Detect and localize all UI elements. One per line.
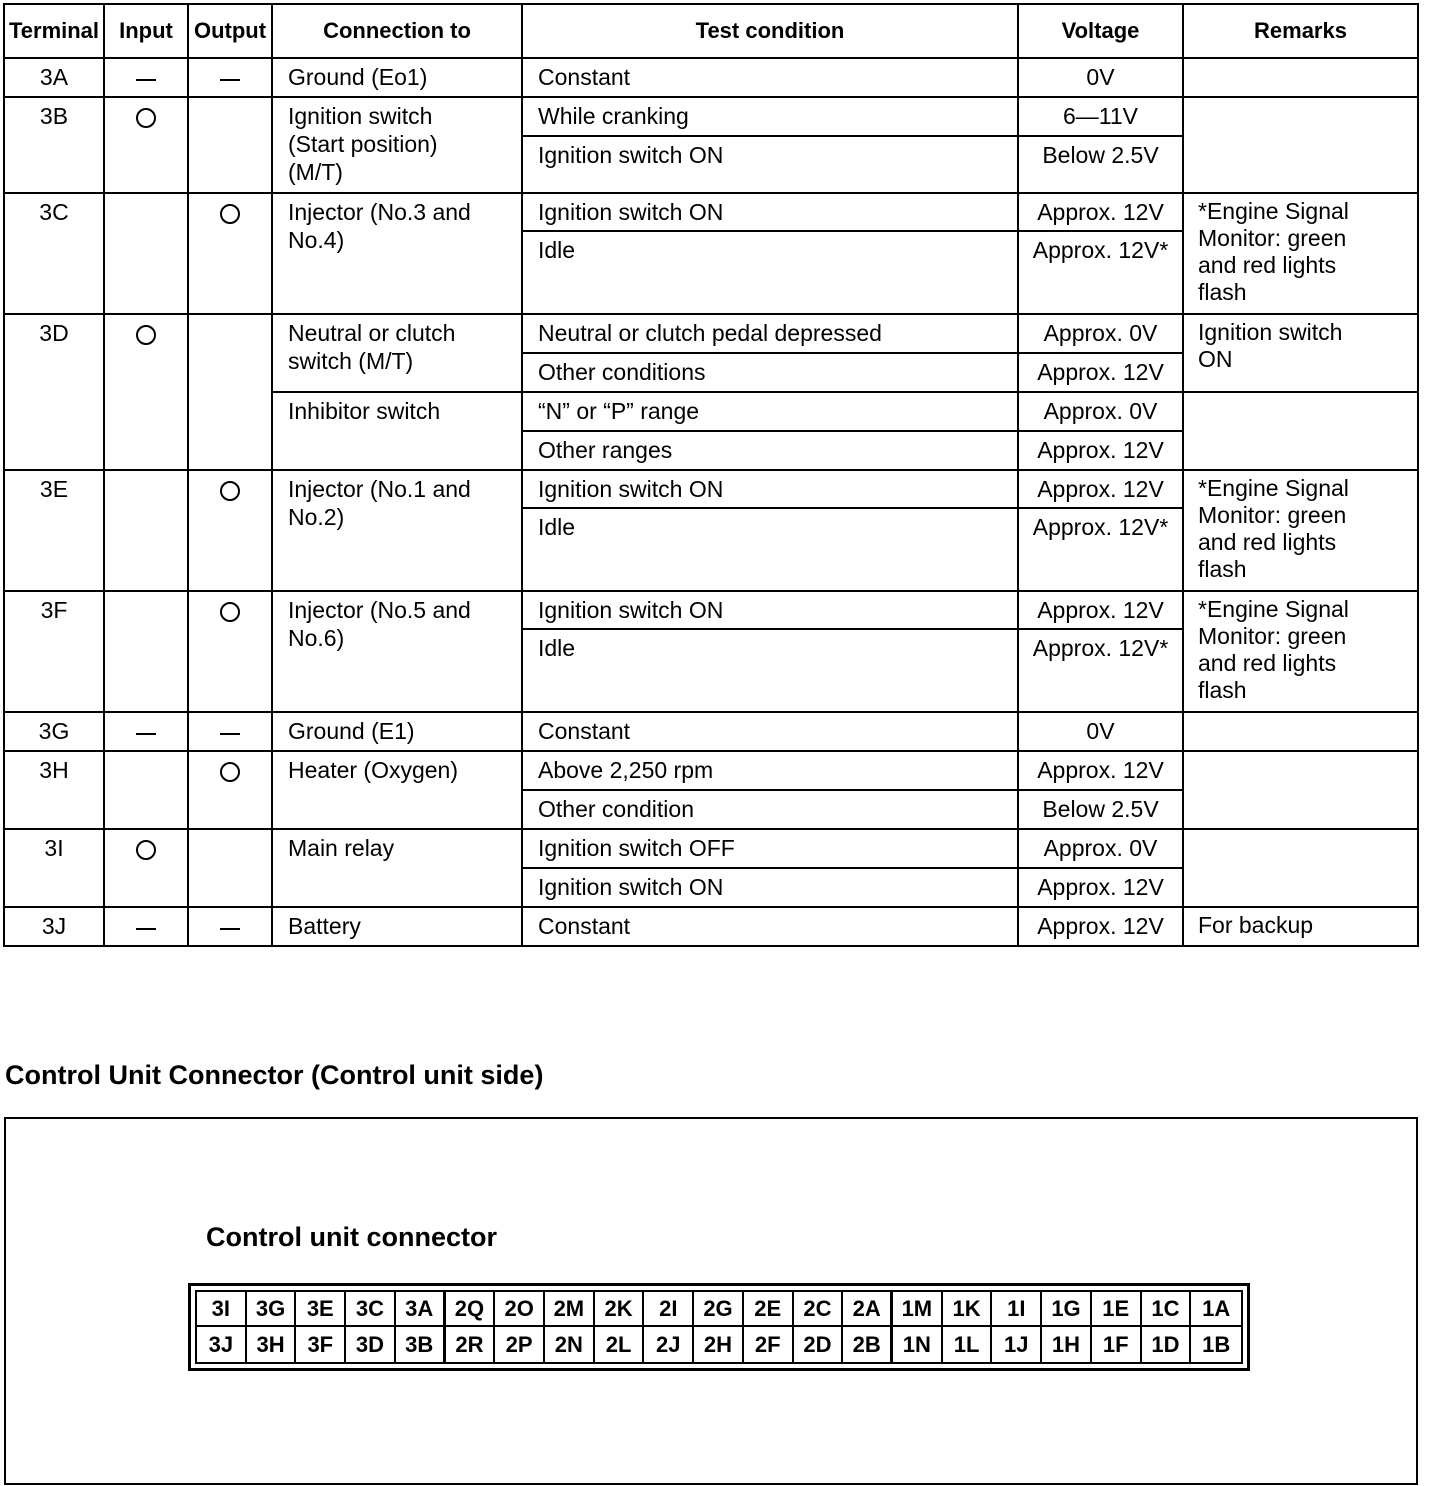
connection-to: Heater (Oxygen) (288, 757, 459, 783)
terminal-id: 3D (39, 320, 69, 346)
table-row (4, 193, 1418, 231)
connector-diagram (188, 1283, 1250, 1371)
input-mark-icon (136, 325, 156, 345)
output-mark-icon (220, 762, 240, 782)
test-condition: Idle (538, 635, 576, 661)
test-condition: Idle (538, 237, 576, 263)
voltage: Below 2.5V (1042, 142, 1159, 168)
connector-pin: 1M (893, 1292, 943, 1327)
output-mark-icon (220, 481, 240, 501)
header-remarks: Remarks (1183, 4, 1418, 58)
connector-pin: 1G (1042, 1292, 1092, 1327)
connection-to: Ground (E1) (288, 718, 415, 744)
connector-pin-grid (195, 1290, 1243, 1364)
header-voltage: Voltage (1018, 4, 1183, 58)
connector-pin: 3H (247, 1327, 297, 1362)
voltage: Approx. 0V (1043, 398, 1158, 424)
connector-pin: 2K (595, 1292, 645, 1327)
test-condition: “N” or “P” range (538, 398, 700, 424)
connection-to: Main relay (288, 835, 395, 861)
connector-pin: 3F (296, 1327, 346, 1362)
connector-pin: 3A (396, 1292, 446, 1327)
connection-to: Injector (No.3 and No.4) (288, 199, 471, 253)
header-connection: Connection to (272, 4, 522, 58)
connector-pin: 3G (247, 1292, 297, 1327)
test-condition: Other condition (538, 796, 694, 822)
connection-to: Injector (No.5 and No.6) (288, 597, 471, 651)
connector-pin: 3J (197, 1327, 247, 1362)
terminal-id: 3H (39, 757, 69, 783)
header-input: Input (104, 4, 188, 58)
table-row (4, 97, 1418, 136)
voltage: 6—11V (1062, 103, 1138, 129)
none-mark (220, 79, 240, 81)
connector-pin: 1E (1092, 1292, 1142, 1327)
connector-pin: 2A (843, 1292, 893, 1327)
test-condition: While cranking (538, 103, 689, 129)
connector-pin: 1N (893, 1327, 943, 1362)
connection-to: Ground (Eo1) (288, 64, 428, 90)
connector-pin: 2H (694, 1327, 744, 1362)
voltage: Approx. 12V (1037, 913, 1164, 939)
terminal-id: 3E (39, 476, 69, 502)
connector-pin: 1B (1202, 1331, 1231, 1357)
none-mark (220, 928, 240, 930)
output-mark-icon (220, 602, 240, 622)
voltage: Below 2.5V (1042, 796, 1159, 822)
input-mark-icon (136, 840, 156, 860)
terminal-id: 3I (44, 835, 64, 861)
connector-pin: 1D (1142, 1327, 1192, 1362)
voltage: Approx. 12V (1037, 597, 1164, 623)
table-row (4, 712, 1418, 751)
terminal-id: 3C (39, 199, 69, 225)
output-mark-icon (220, 204, 240, 224)
header-output: Output (188, 4, 272, 58)
test-condition: Ignition switch ON (538, 476, 724, 502)
none-mark (136, 79, 156, 81)
remarks: *Engine Signal Monitor: green and red lights flash (1198, 475, 1349, 582)
connector-pin: 3B (396, 1327, 446, 1362)
voltage: Approx. 12V (1037, 359, 1164, 385)
test-condition: Ignition switch ON (538, 874, 724, 900)
connector-pin: 2E (744, 1292, 794, 1327)
remarks: *Engine Signal Monitor: green and red lights flash (1198, 198, 1349, 305)
table-row (4, 751, 1418, 790)
connector-pin: 1K (943, 1292, 993, 1327)
connector-pin: 1F (1092, 1327, 1142, 1362)
test-condition: Other ranges (538, 437, 673, 463)
connector-title: Control unit connector (206, 1222, 497, 1252)
terminal-table (3, 3, 1419, 947)
voltage: Approx. 12V* (1032, 237, 1169, 263)
voltage: 0V (1086, 718, 1115, 744)
none-mark (220, 733, 240, 735)
connection-to: Neutral or clutch switch (M/T) (288, 320, 456, 374)
voltage: Approx. 12V (1037, 757, 1164, 783)
table-row (4, 58, 1418, 97)
connector-pin: 2F (744, 1327, 794, 1362)
connector-pin: 2O (495, 1292, 545, 1327)
table-row (4, 314, 1418, 353)
connector-pin: 2G (694, 1292, 744, 1327)
test-condition: Above 2,250 rpm (538, 757, 714, 783)
voltage: 0V (1086, 64, 1115, 90)
connector-pin: 1A (1191, 1292, 1241, 1327)
connection-to: Battery (288, 913, 361, 939)
connection-to: Inhibitor switch (288, 398, 441, 424)
terminal-id: 3G (38, 718, 70, 744)
table-header-row (4, 4, 1418, 58)
connector-pin: 2I (644, 1292, 694, 1327)
table-row (4, 829, 1418, 868)
connector-pin: 2N (545, 1327, 595, 1362)
connector-pin: 3D (346, 1327, 396, 1362)
connection-to: Ignition switch (Start position) (M/T) (288, 103, 438, 185)
test-condition: Neutral or clutch pedal depressed (538, 320, 882, 346)
voltage: Approx. 0V (1043, 835, 1158, 861)
voltage: Approx. 12V (1037, 437, 1164, 463)
test-condition: Other conditions (538, 359, 706, 385)
connector-pin: 1I (992, 1292, 1042, 1327)
table-row (4, 907, 1418, 946)
header-terminal: Terminal (4, 4, 104, 58)
none-mark (136, 928, 156, 930)
connector-pin: 1J (992, 1327, 1042, 1362)
connector-pin: 2D (794, 1327, 844, 1362)
connector-pin: 1H (1042, 1327, 1092, 1362)
connector-pin: 1L (943, 1327, 993, 1362)
voltage: Approx. 12V (1037, 476, 1164, 502)
input-mark-icon (136, 108, 156, 128)
voltage: Approx. 12V (1037, 199, 1164, 225)
terminal-id: 3B (39, 103, 69, 129)
connector-pin: 2P (495, 1327, 545, 1362)
connector-pin: 3C (346, 1292, 396, 1327)
connection-to: Injector (No.1 and No.2) (288, 476, 471, 530)
connector-pin: 2M (545, 1292, 595, 1327)
test-condition: Ignition switch ON (538, 142, 724, 168)
remarks: Ignition switch ON (1198, 319, 1343, 372)
connector-pin: 2B (843, 1327, 893, 1362)
test-condition: Constant (538, 64, 631, 90)
voltage: Approx. 0V (1043, 320, 1158, 346)
voltage: Approx. 12V* (1032, 514, 1169, 540)
test-condition: Ignition switch ON (538, 597, 724, 623)
terminal-id: 3A (39, 64, 69, 90)
header-test-condition: Test condition (522, 4, 1018, 58)
test-condition: Ignition switch ON (538, 199, 724, 225)
table-row (4, 591, 1418, 629)
connector-pin: 2Q (446, 1292, 496, 1327)
remarks: For backup (1198, 912, 1314, 938)
connector-pin: 2C (794, 1292, 844, 1327)
connector-pin: 3E (296, 1292, 346, 1327)
connector-pin: 2R (446, 1327, 496, 1362)
section-title: Control Unit Connector (Control unit side) (5, 1060, 544, 1090)
none-mark (136, 733, 156, 735)
connector-pin: 2L (595, 1327, 645, 1362)
connector-pin: 1C (1142, 1292, 1192, 1327)
test-condition: Constant (538, 718, 631, 744)
test-condition: Ignition switch OFF (538, 835, 735, 861)
voltage: Approx. 12V* (1032, 635, 1169, 661)
remarks: *Engine Signal Monitor: green and red lights flash (1198, 596, 1349, 703)
terminal-id: 3F (40, 597, 68, 623)
test-condition: Idle (538, 514, 576, 540)
voltage: Approx. 12V (1037, 874, 1164, 900)
test-condition: Constant (538, 913, 631, 939)
terminal-id: 3J (41, 913, 67, 939)
connector-pin: 2J (644, 1327, 694, 1362)
connector-pin: 3I (197, 1292, 247, 1327)
table-row (4, 470, 1418, 508)
